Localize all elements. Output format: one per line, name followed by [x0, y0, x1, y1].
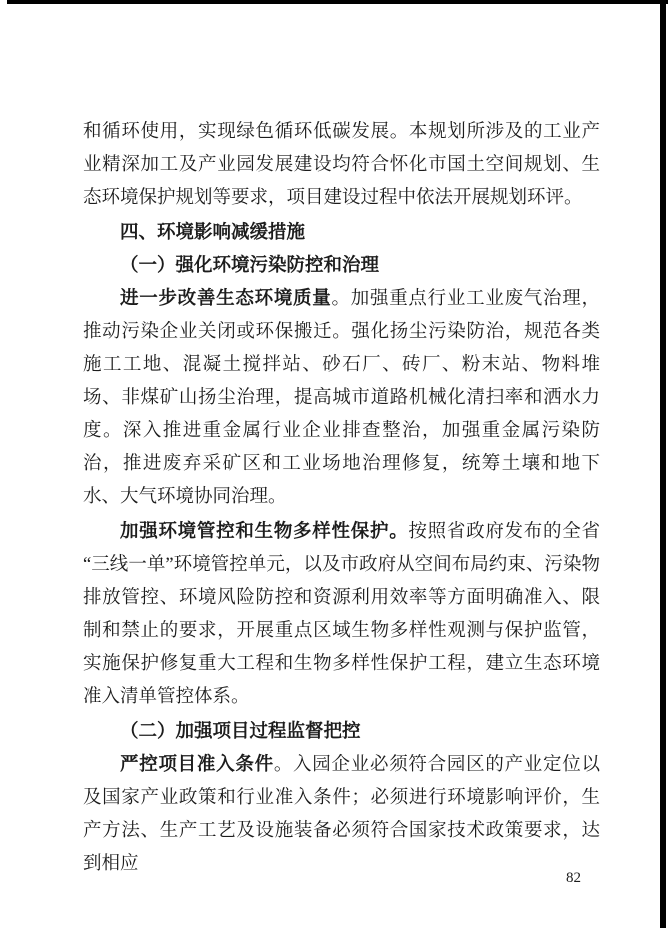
- paragraph: [83, 116, 600, 215]
- text-run: 和循环使用，实现绿色循环低碳发展。本规划所涉及的工业产业精深加工及产业园发展建设均符合怀化市国土空间规划、生态环境保护规划等要求，项目建设过程中依法开展规划环评。: [83, 122, 600, 208]
- page-number: 82: [566, 870, 581, 886]
- bold-text-run: 四、环境影响减缓措施: [120, 221, 306, 242]
- text-run: 按照省政府发布的全省“三线一单”环境管控单元，以及市政府从空间布局约束、污染物排放管控、环境风险防控和资源利用效率等方面明确准入、限制和禁止的要求，开展重点区域生物多样性观测与保护监管，实施保护修复重大工程和生物多样性保护工程，建立生态环境准入清单管控体系。: [83, 522, 600, 707]
- bold-text-run: （一）强化环境污染防控和治理: [120, 254, 380, 275]
- section-heading: [83, 714, 600, 747]
- section-heading: [83, 215, 600, 248]
- bold-text-run: 加强环境管控和生物多样性保护。: [120, 520, 409, 541]
- paragraph: [83, 747, 600, 881]
- scan-edge-top: [7, 0, 668, 4]
- text-run: 。入园企业必须符合园区的产业定位以及国家产业政策和行业准入条件；必须进行环境影响评价，生产方法、生产工艺及设施装备必须符合国家技术政策要求，达到相应: [83, 755, 600, 874]
- paragraph: [83, 514, 600, 714]
- bold-text-run: （二）加强项目过程监督把控: [120, 720, 361, 741]
- scan-edge-right: [660, 0, 666, 928]
- bold-text-run: 严控项目准入条件: [120, 753, 274, 774]
- text-run: 。加强重点行业工业废气治理，推动污染企业关闭或环保搬迁。强化扬尘污染防治，规范各类施工工地、混凝土搅拌站、砂石厂、砖厂、粉末站、物料堆场、非煤矿山扬尘治理，提高城市道路机械化清扫率和洒水力度。深入推进重金属行业企业排查整治，加强重金属污染防治，推进废弃采矿区和工业场地治理修复，统筹土壤和地下水、大气环境协同治理。: [83, 289, 600, 507]
- paragraph: [83, 281, 600, 514]
- bold-text-run: 进一步改善生态环境质量: [120, 287, 332, 308]
- section-heading: [83, 248, 600, 281]
- document-body: [83, 116, 600, 881]
